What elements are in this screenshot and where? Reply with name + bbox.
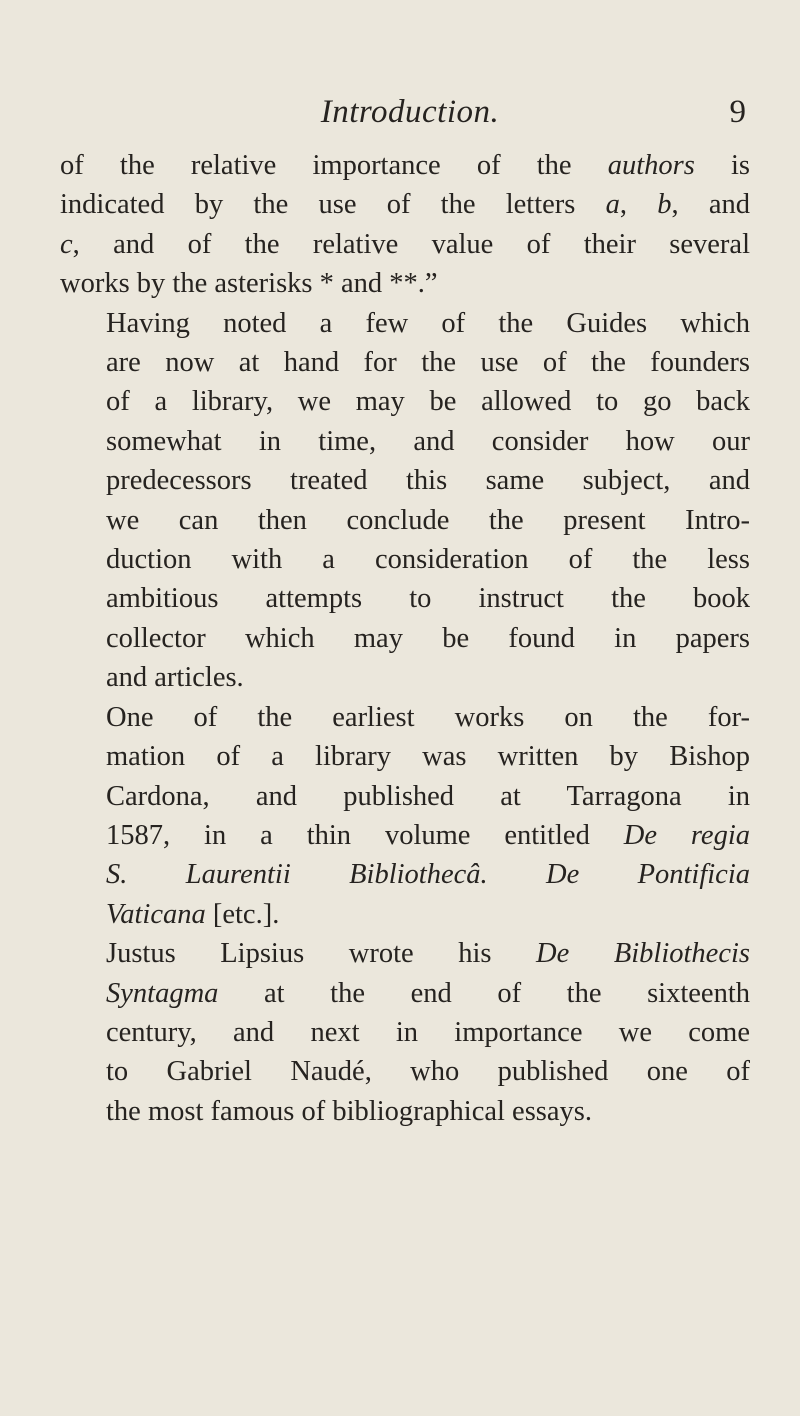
italic-text: Syntagma	[106, 977, 219, 1009]
text-run: ambitious attempts to instruct the book	[106, 583, 750, 615]
text-line	[60, 264, 750, 303]
text-run: 1587, in a thin volume entitled	[106, 819, 624, 851]
text-run: is	[694, 150, 750, 181]
italic-text: authors	[607, 150, 695, 181]
text-run: at the end of the sixteenth	[218, 977, 750, 1009]
text-run: to Gabriel Naudé, who published one of	[106, 1056, 750, 1088]
text-run: indicated by the use of the letters	[60, 189, 606, 221]
text-line	[60, 698, 750, 737]
text-run: One of the earliest works on the for-	[106, 701, 750, 733]
text-line	[60, 225, 750, 264]
text-run: somewhat in time, and consider how our	[106, 425, 750, 457]
text-run: mation of a library was written by Bishop	[106, 741, 750, 773]
text-line	[60, 777, 750, 816]
text-line	[60, 855, 750, 894]
text-run: we can then conclude the present Intro-	[106, 504, 750, 536]
text-line	[60, 501, 750, 540]
text-run: duction with a consideration of the less	[106, 544, 750, 576]
text-run: Cardona, and published at Tarragona in	[106, 780, 750, 812]
paragraph	[60, 304, 750, 698]
italic-text: c	[60, 228, 73, 260]
paragraph	[60, 934, 750, 1131]
text-line	[60, 934, 750, 973]
italic-text: a	[605, 189, 620, 221]
italic-text: b	[657, 189, 672, 221]
text-line	[60, 1092, 750, 1131]
text-run: [etc.].	[205, 898, 280, 930]
text-run: are now at hand for the use of the founders	[106, 347, 750, 379]
text-run: of a library, we may be allowed to go back	[106, 386, 750, 418]
text-run: century, and next in importance we come	[106, 1016, 750, 1048]
text-run: , and	[671, 189, 750, 221]
text-run: of the relative importance of the	[60, 150, 608, 181]
text-line	[60, 737, 750, 776]
text-line	[60, 304, 750, 343]
text-run: predecessors treated this same subject, and	[106, 465, 750, 497]
text-run: , and of the relative value of their several	[72, 228, 750, 260]
text-line	[60, 1052, 750, 1091]
text-line	[60, 185, 750, 224]
text-line	[60, 343, 750, 382]
text-line	[60, 579, 750, 618]
italic-text: De Bibliothecis	[536, 938, 750, 970]
text-line	[60, 382, 750, 421]
paragraph	[60, 146, 750, 304]
text-line	[60, 974, 750, 1013]
text-run: works by the asterisks * and **.”	[60, 268, 438, 300]
text-run: the most famous of bibliographical essays.	[106, 1095, 592, 1127]
italic-text: Vaticana	[106, 898, 206, 930]
paragraph	[60, 698, 750, 934]
text-line	[60, 1013, 750, 1052]
text-line	[60, 619, 750, 658]
text-line	[60, 540, 750, 579]
text-line	[60, 816, 750, 855]
italic-text: S. Laurentii Bibliothecâ. De Pontificia	[106, 859, 750, 891]
text-run: Having noted a few of the Guides which	[106, 307, 750, 339]
text-line	[60, 895, 750, 934]
text-run: and articles.	[106, 662, 244, 694]
text-line	[60, 146, 750, 185]
running-title: Introduction.	[320, 94, 500, 130]
text-run: Justus Lipsius wrote his	[106, 938, 537, 970]
running-head	[60, 88, 760, 136]
text-line	[60, 422, 750, 461]
italic-text: De regia	[623, 819, 750, 851]
text-line	[60, 658, 750, 697]
body-text	[60, 146, 750, 1131]
page-number: 9	[729, 94, 746, 130]
text-run: ,	[619, 189, 658, 221]
text-run: collector which may be found in papers	[106, 622, 750, 654]
text-line	[60, 461, 750, 500]
